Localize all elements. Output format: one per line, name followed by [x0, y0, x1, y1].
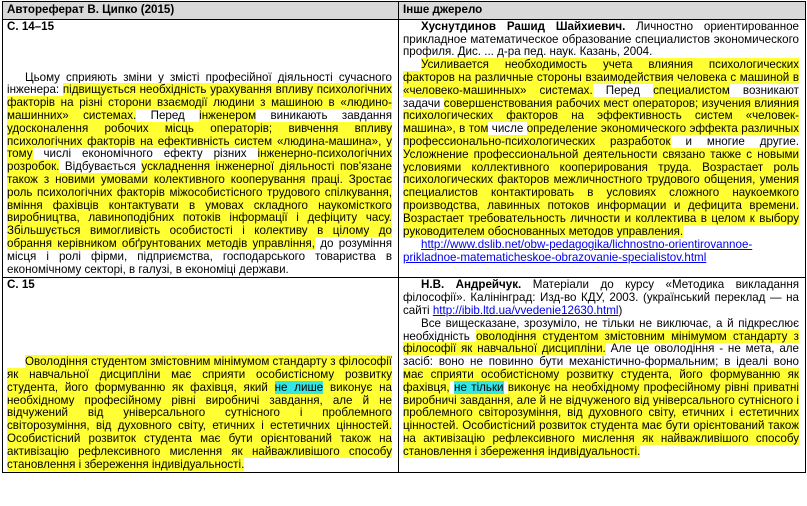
plain-text: Перед	[136, 108, 200, 122]
page-ref: С. 14–15	[7, 19, 55, 33]
row1-left-cell	[3, 19, 399, 278]
highlighted-text: специалистом	[653, 83, 730, 97]
row2-right-text	[403, 318, 799, 459]
plain-text: виникають завдання	[256, 108, 392, 122]
highlighted-text: Усиливается необходимость учета влияния психологических факторов на различные стороны взаимодействия человека с машиной в «человеко-машинных» системах.	[403, 58, 799, 97]
page-ref: С. 15	[7, 278, 35, 292]
cyan-highlighted-text: не тільки	[454, 380, 504, 394]
table-row	[3, 278, 806, 473]
comparison-table	[2, 1, 806, 473]
highlighted-text: виконує на необхідному професійному рівні виробничі завдання, але й не відчужений від універсального сутнісного і проблемного світорозуміння, від духовного світу, етичних і естетичних цінностей. Особистісний розвиток студента має бути орієнтований також на активізацію рефлексивного мислення як найважливішого способу становлення і збереження індивідуальності.	[7, 380, 392, 471]
header-right: Інше джерело	[399, 2, 806, 20]
row2-left-text	[7, 356, 392, 471]
plain-text: и многие другие.	[670, 134, 799, 148]
highlighted-text: удосконалення робочих місць операторів; вивчення впливу психологічних факторів на ефективність систем «людина-машина», у тому	[7, 121, 392, 161]
header-row	[3, 2, 806, 20]
author-name: Н.В. Андрейчук.	[421, 278, 522, 292]
plain-text: Але це оволодіння - не мета, але засіб: воно не повинно бути механістично-формальним; в ідеалі воно	[403, 342, 799, 369]
plain-text: числі економічного ефекту різних	[32, 147, 258, 161]
plain-text: Перед	[592, 83, 654, 97]
row2-left-cell	[3, 278, 399, 473]
highlighted-text: профессионально-психологических разработок	[403, 134, 671, 148]
highlighted-text: Оволодіння студентом змістовним мінімумом стандарту з філософії як навчальної дисципліни має сприяти особистісному розвитку студента, його формуванню як фахівця, який	[7, 355, 392, 394]
cyan-highlighted-text: не лише	[274, 380, 324, 394]
row1-right-text	[403, 59, 799, 238]
highlighted-text: підвищується необхідність урахування впливу психологічних факторів на різні сторони взаємодії людини з машиною в «людино-машинних» системах.	[7, 83, 392, 122]
plain-text: Все вищесказане, зрозуміло, не тільки не виключає, а й підкреслює необхідність	[403, 316, 799, 343]
highlighted-text: має сприяти особистісному розвитку студента, його формуванню як фахівця,	[403, 367, 799, 394]
highlighted-text: інженером	[199, 108, 257, 122]
plain-text: числе	[488, 122, 527, 136]
row2-right-ref	[403, 279, 799, 317]
highlighted-text: оволодіння студентом змістовним мінімумом стандарту з філософії як навчальної дисципліни.	[403, 329, 799, 356]
highlighted-text: виконує на необхідному професійному рівні приватні виробничі завдання, але й не відчуженого від універсального сутнісного і проблемного світорозуміння, від духовного світу, етичних і естетичних цінностей. Особистісний розвиток студента має бути орієнтований також на активізацію рефлексивного мислення як найважливішого способу становлення і збереження індивідуальності.	[403, 380, 799, 458]
header-left: Автореферат В. Ципко (2015)	[3, 2, 399, 20]
translation-link[interactable]: http://ibib.ltd.ua/vvedenie12630.html	[432, 303, 619, 317]
reference-text: Матеріали до курсу «Методика викладання філософії». Калінінград: Изд-во КДУ, 2003. (український переклад — на сайті	[403, 278, 799, 317]
reference-text: Личностно ориентированное прикладное математическое образование специалистов экономического профиля. Дис. ... д-ра пед. наук. Казань, 2004.	[403, 19, 799, 59]
plain-text: до розуміння місця і ролі фірми, підприємства, господарського товариства в економічному секторі, в галузі, в економіці держави.	[7, 236, 392, 276]
plain-text: Цьому сприяють зміни у змісті професійної діяльності сучасного інженера:	[7, 70, 392, 97]
plain-text: Відбувається	[59, 160, 142, 174]
highlighted-text: ускладнення інженерної діяльності пов'язане також з новими умовами колективного кооперування праці. Зростає роль психологічних факторів міжособистісного трудового спілкування, вміння фахівців контактувати в умовах складного наукомісткого виробництва, лавиноподібних потоків інформації і дефіциту часу. Збільшується вимогливість особистості і колективу в цілому до обрання керівником обґрунтованих методів управління,	[7, 160, 392, 250]
reference-end: )	[618, 303, 623, 317]
row1-left-text	[7, 72, 392, 277]
highlighted-text: определение экономического эффекта различных	[526, 122, 800, 136]
author-name: Хуснутдинов Рашид Шайхиевич.	[421, 19, 626, 33]
row2-right-cell	[399, 278, 806, 473]
highlighted-text: Усложнение профессиональной деятельности связано также с новыми условиями коллективного кооперирования труда. Возрастает роль психологических факторов межличностного трудового общения, умения специалистов контактировать в условиях сложного наукоемкого производства, лавинных потоков информации и дефицита времени. Возрастает требовательность личности и коллектива в целом к выбору руководителем обоснованных методов управления.	[403, 147, 799, 238]
highlighted-text: інженерно-психологічних розробок.	[7, 147, 392, 174]
highlighted-text: совершенствования рабочих мест операторов; изучения влияния психологических факторов на эффективность систем «человек-машина», в том	[403, 96, 799, 136]
row1-right-ref	[403, 21, 799, 59]
plain-text: возникают задачи	[403, 83, 799, 110]
row1-right-cell	[399, 19, 806, 278]
table-row	[3, 19, 806, 278]
source-link[interactable]: http://www.dslib.net/obw-pedagogika/lichnostno-orientirovannoe-prikladnoe-matematicheskoe-obrazovanie-specialistov.html	[403, 238, 753, 265]
